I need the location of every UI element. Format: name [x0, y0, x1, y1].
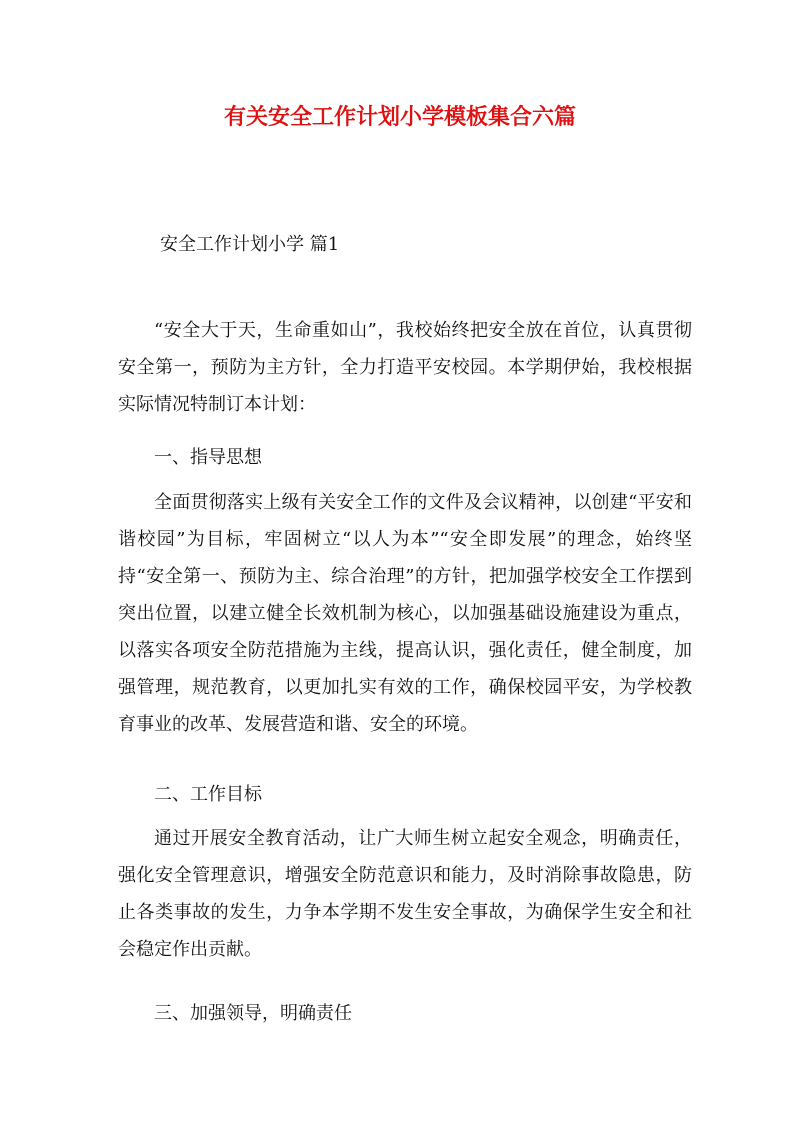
paragraph-text: 全面贯彻落实上级有关安全工作的文件及会议精神，以创建“平安和谐校园”为目标，牢固树立“以人为本”“安全即发展”的理念，始终坚持“安全第一、预防为主、综合治理”的方针，把加强学校安全工作摆到突出位置，以建立健全长效机制为核心，以加强基础设施建设为重点，以落实各项安全防范措施为主线，提高认识，强化责任，健全制度，加强管理，规范教育，以更加扎实有效的工作，确保校园平安，为学校教育事业的改革、发展营造和谐、安全的环境。 — [118, 492, 692, 735]
section-heading: 安全工作计划小学 篇1 — [160, 234, 340, 255]
paragraph-text: 通过开展安全教育活动，让广大师生树立起安全观念，明确责任，强化安全管理意识，增强安全防范意识和能力，及时消除事故隐患，防止各类事故的发生，力争本学期不发生安全事故，为确保学生安全和社会稳定作出贡献。 — [118, 828, 692, 960]
subheading-text: 三、加强领导，明确责任 — [154, 1003, 352, 1024]
subheading-text: 一、指导思想 — [154, 447, 262, 468]
subheading-work-goal — [118, 776, 692, 813]
document-title: 有关安全工作计划小学模板集合六篇 — [223, 104, 576, 130]
paragraph-guiding-thought — [118, 484, 692, 743]
paragraph-work-goal — [118, 820, 692, 968]
paragraph-intro — [118, 312, 692, 423]
paragraph-text: “安全大于天，生命重如山”，我校始终把安全放在首位，认真贯彻安全第一，预防为主方针，全力打造平安校园。本学期伊始，我校根据实际情况特制订本计划： — [118, 320, 692, 415]
subheading-guiding-thought — [118, 439, 692, 476]
subheading-leadership — [118, 995, 692, 1032]
subheading-text: 二、工作目标 — [154, 784, 262, 805]
